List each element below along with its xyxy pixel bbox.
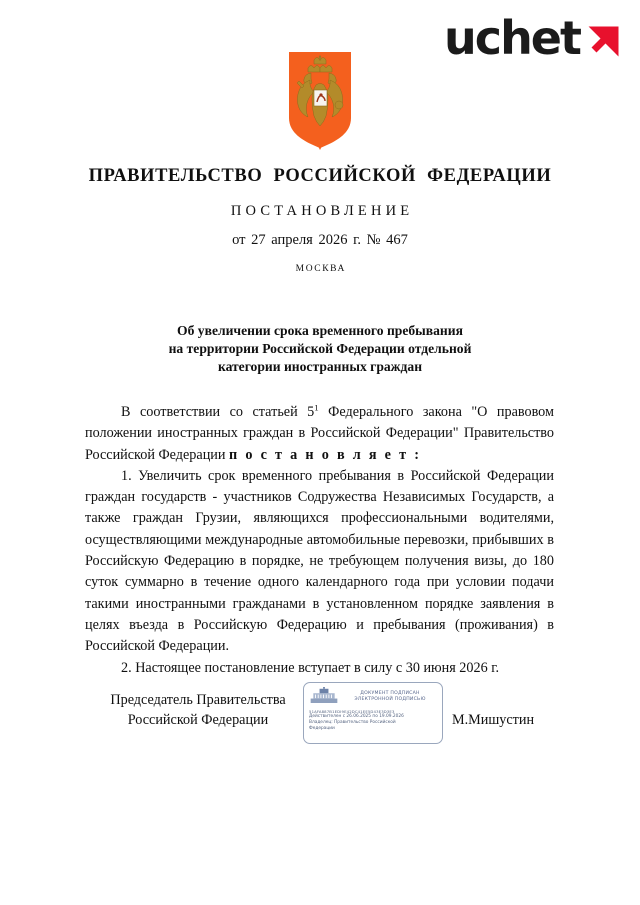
estamp-title-line-2: ЭЛЕКТРОННОЙ ПОДПИСЬЮ: [354, 697, 426, 702]
estamp-owner-line-2: Федерации: [309, 726, 335, 732]
document-city: МОСКВА: [295, 264, 346, 274]
government-title: ПРАВИТЕЛЬСТВО РОССИЙСКОЙ ФЕДЕРАЦИИ: [88, 166, 552, 186]
estamp-title-line-1: ДОКУМЕНТ ПОДПИСАН: [360, 690, 420, 696]
article-superscript: 1: [314, 402, 319, 413]
clause-1-paragraph: 1. Увеличить срок временного пребывания в Российской Федерации граждан государств - участников Содружества Независимых Государств, а также граждан Грузии, являющихся профессиональными водителями, осуществляющими международные автомобильные перевозки, прибывших в Российскую Федерацию в порядке, не требующем получения визы, до 180 суток суммарно в течение одного календарного года при условии подачи такими иностранными гражданами в установленном порядке заявления в целях въезда в Российскую Федерацию и пребывания (проживания) в Российской Федерации.: [85, 467, 554, 655]
signatory-position: [78, 690, 318, 730]
estamp-certificate-id: 51AFA887B1EDI9E42DC41EE5D43E3D3E3: [309, 709, 395, 714]
preamble-text-2: Федерального закона "О правовом положении иностранных граждан в Российской Федерации" Правительство Российской Федерации: [85, 404, 554, 463]
subject-line-2: на территории Российской Федерации отдельной: [168, 341, 472, 356]
arrow-up-right-icon: [584, 18, 626, 60]
preamble-text-1: В соответствии со статьей 5: [121, 404, 315, 420]
uchet-logo-text: uchet: [444, 11, 580, 65]
signatory-position-line-1: Председатель Правительства: [110, 692, 286, 708]
estamp-header: [309, 687, 437, 707]
uchet-logo: [444, 11, 626, 65]
document-body: [85, 402, 554, 679]
estamp-owner-line-1: Владелец: Правительство Российской: [309, 720, 396, 726]
subject-line-1: Об увеличении срока временного пребывания: [177, 323, 463, 338]
document-type-heading: ПОСТАНОВЛЕНИЕ: [230, 203, 414, 219]
signatory-position-line-2: Российской Федерации: [127, 712, 269, 728]
subject-line-3: категории иностранных граждан: [217, 359, 423, 374]
estamp-title: [343, 691, 437, 703]
electronic-signature-stamp: [303, 682, 443, 744]
clause-2-paragraph: 2. Настоящее постановление вступает в силу с 30 июня 2026 г.: [121, 659, 499, 676]
preamble-paragraph: [85, 402, 554, 466]
preamble-verb: п о с т а н о в л я е т :: [229, 446, 422, 463]
signatory-name: М.Мишустин: [452, 712, 535, 728]
document-subject-title: [120, 322, 520, 376]
estamp-validity: Действителен с 26.06.2025 по 19.09.2026: [309, 714, 404, 719]
government-building-icon: [309, 687, 339, 707]
document-date-number: от 27 апреля 2026 г. № 467: [232, 232, 408, 248]
russian-coat-of-arms-icon: [287, 50, 353, 150]
